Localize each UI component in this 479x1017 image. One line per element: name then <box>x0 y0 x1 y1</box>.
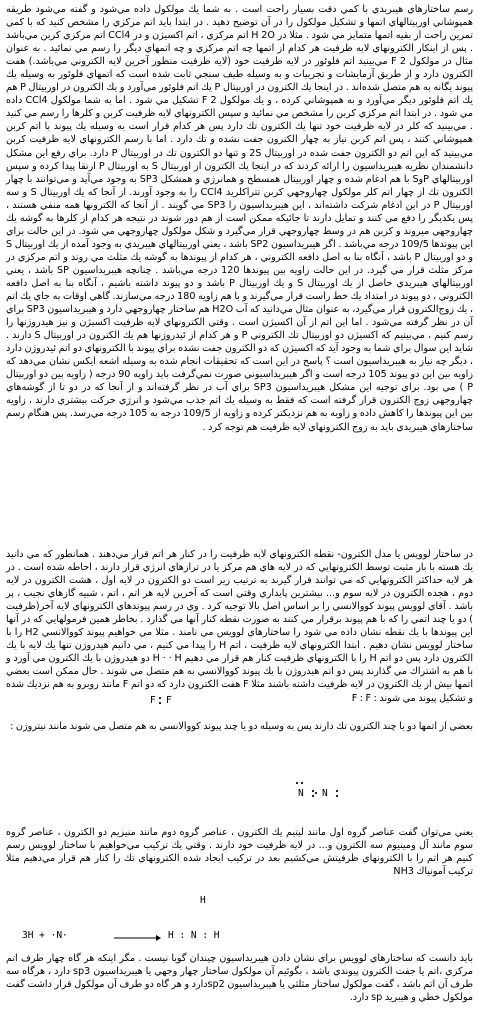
f-atom-right: F <box>166 695 172 706</box>
nh3-top-h: H <box>200 895 206 906</box>
electron-dot <box>336 795 338 797</box>
electron-dot <box>336 790 338 792</box>
paragraph-lewis-structure: در ساختار لوويس يا مدل الكترون- نقطه الكترونهاي لايه ظرفيت را در كنار هر اتم قرار مي‌دهند . همانطور كه مي دانيد يك هسته با بار مثبت توسط الكترونهايي كه در لايه هاي هم مركز يا در ترازهاي انرژي قرار دارند ، احاطه شده است . در هر لايه حداكثر الكترونهايي كه مي توانند قرار گيرند به ترتيب زير است دو الكترون در لايه اول ، هشت الكترون در لايه دوم ، هجده الكترون در لايه سوم و... بيشترين پايداري وقتي است كه آخرين لايه هر اتم ، اتم ، شبيه گازهاي نجيب ، پر باشد . آقاي لوويس پيوند كووالانسي را بر اساس اصل بالا توجيه كرد . وي در رسم پيوندهاي الكترونهاي لايه آخر(ظرفيت ) دو يا چند اتمي را كه با هم پيوند برقرار مي كنند به صورت نقطه كنار آنها مي گذارد . بخاطر همين فرمولهايي كه در آنها اين پيوندها با يك نقطه نشان داده مي شود را ساختارهاي لوويس مي نامند . مثلا مي خواهيم پيوند كووالانسي H2 را با ساختار لوويس نشان دهيم . ابتدا الكترونهاي لايه ظرفيت ، اتم H را پيدا مي كنيم ، مي دانيم هيدروژن تنها يك لايه با يك الكترون دارد پس دو اتم H را با الكترونهاي ظرفيت كنار هم قرار مي دهيم H · · H دو هيدروژن با يك الكترون مي آورد و با هم به اشتراك مي گذارند پس دو اتم هيدروژن با يك پيوند كووالانسي به هم متصل مي شوند . حال ممكن است بعضي اتمها بيش از يك الكترون در لايه ظرفيت داشته باشند مثلا F هفت الكترون دارد كه دو اتم F مانند روبرو به هم نزديك شده و تشكيل پيوند مي شوند : F : F <box>6 549 473 704</box>
paragraph-summary: بايد دانست كه ساختارهاي لوويس براي نشان دادن هيبريداسيون چيندان گويا نيست . مگر اينكه هر گاه چهار طرف اتم مركزي ،اتم يا جفت الكترون پيوندي باشد ، بگوئيم آن مولكول ساختار چهار وجهي يا هيبريداسيون sp3 دارد ، هرگاه سه طرف آن اتم باشد ، گفت مولكول ساختار مثلثي يا هيبريداسيون sp2دارد و هر گاه دو طرف آن مولكول قرار داشت گفت مولكول خطي و هيبريد sp دارد. <box>6 953 474 1004</box>
nh3-product: H : N : H <box>168 930 220 941</box>
electron-dot <box>301 782 303 784</box>
paragraph-ammonia: يعني مي‌توان گفت عناصر گروه اول مانند ليتيم يك الكترون ، عناصر گروه دوم مانند منيزيم دو الكترون ، عناصر گروه سوم مانند آل ومينيوم سه الكترون و... در لايه ظرفيت خود دارند . وقتي يك تركيب مي‌خواهيم با ساختار لوويس رسم كنيم هر اتم را با الكترونهاي ظرفيتش مي‌كشيم بعد در تركيب ايجاد شده الكترونهاي تك را كنار هم قرار مي‌دهيم مثلا تركيب آمونياك NH3 <box>6 827 473 878</box>
electron-dot <box>159 697 161 699</box>
n-atom-right: N <box>322 788 328 799</box>
electron-dot <box>315 792 317 794</box>
electron-dot <box>312 795 314 797</box>
arrow-icon <box>112 933 162 943</box>
paragraph-nitrogen: بعضي از اتمها دو يا چند الكترون تك دارند پس به وسيله دو يا چند پيوند كووالانسي به هم متصل مي شوند مانند نيتروژن : <box>10 721 473 732</box>
nh3-reactants: 3H + ·N· <box>22 930 68 941</box>
n-atom-left: N <box>298 788 304 799</box>
paragraph-hybridization: رسم ساختارهاي هيبريدي با كمي دقت بسيار راحت است . به شما يك مولكول داده مي‌شود و گفته مي‌شود طريقه همپوشاني اوربيتالهاي اتمها و تشكيل مولكول را در آن توضيح دهيد . در ابتدا بايد اتم مركزي را مشخص كنيد كه با كمي تمرين راحت از بقيه اتمها متمايز مي شود . مثلا در H 2O اتم مركزي ، اتم اكسيژن و در CCl4 اتم مركزي كربن مي‌باشد . پس از اينكار الكترونهاي لايه ظرفيت هر كدام از اتمها چه اتم مركزي و چه اتمهاي ديگر را رسم مي نمائيد . به عنوان مثال در مولكول F 2 مي‌بينيد اتم فلوئور در لايه ظرفيت خود (لايه ظرفيت منظور آخرين لايه الكتروني مي‌باشد.) هفت الكترون دارد و از طريق آزمايشات و تجربيات و به وسيله طيف سنجي ثابت شده است كه اتمهاي فلوئور به وسيله يك پيوند يگانه به هم متصل شده‌اند . در اينجا يك الكترون در اوربيتال P يك اتم فلوئور مي‌آورد و يك الكترون در اوربيتال P هم يك اتم فلوئور ديگر مي‌آورد و به همپوشاني كرده ، و يك مولكول F 2 تشكيل مي شود . اما به شما مولكول CCl4 داده مي شود . در ابتدا اتم مركزي كربن را مشخص مي نمائيد و سپس الكترونهاي لايه ظرفيت كربن و كلرها را رسم مي كنيد . مي‌بينيد كه كلر در لايه ظرفيت خود تنها يك الكترون تك دارد پس هر كدام قرار است به وسيله يك پيوند با اتم كربن همپوشاني كنند ، پس اتم كربن نياز به چهار الكترون جفت نشده و تك دارد . اما با رسم الكترونهاي لايه ظرفيت كربن مي‌بينيد كه اين اتم دو الكترون جفت شده در اوربيتال 2S و تنها دو الكترون تك در اوربيتال P دارد. براي رفع اين مشكل دانشمندان نظريه هيبريداسيون را ارائه كردند كه در اينجا يك الكترون از اوربيتال S به اوربيتال P ارتقا پيدا كرده و سپس اوربيتالهاي PوS با هم ادغام شده و چهار اوربيتال همسطح و همانرژي و همشكل SP3 به وجود مي‌آيد و مي‌توانند با چهار الكترون تك از چهار اتم كلر مولكول چهاروجهي كربن تتراكلريد CCl4 را به وجود آورند. از آنجا كه يك اوربيتال S و سه اوربيتال P در اين ادغام شركت داشته‌اند ، اين هيبريداسيون را SP3 مي گويند . از آنجا كه الكترونها همه منفي هستند ، پس يكديگر را دفع مي كنند و تمايل دارند تا جائيكه ممكن است از هم دور شوند در نتيجه هر كدام از كلرها به گوشه يك چهاروجهي ميروند و كربن هم در وسط چهاروجهي قرار مي‌گيرد و شكل مولكول چهاروجهي مي شود. در اين حالت براي اين پيوندها 109/5 درجه مي‌باشد . اگر هيبريداسيون SP2 باشد ، يعني اوربيتالهاي هيبريدي به وجود آمده از يك اوربيتال S و دو اوربيتال P باشد ، آنگاه بنا به اصل دافعه الكتروني ، هر كدام از پيوندها به گوشه يك مثلث مي روند و اتم مركزي در مركز مثلث قرار مي گيرد. در اين حالت زاويه بين پيوندها 120 درجه مي‌باشد . چنانچه هيبريداسيون SP باشد ، يعني اوربيتالهاي هيبريدي حاصل از يك اوربيتال S و يك اوربيتال P باشد و دو پيوند داشته باشيم ، آنگاه بنا به اصل دافعه الكتروني ، دو پيوند در امتداد يك خط راست قرار مي‌گيرند و با هم زاويه 180 درجه مي‌سازند. گاهي اوقات به جاي يك اتم ، يك زوج‌الكترون قرار مي‌گيرد، به عنوان مثال مي‌دانيد كه آب H2O هم ساختار چهاروجهي دارد و هيبريداسيون SP3 براي آن در نظر گرفته مي‌شود . اما اين اتم از آن اكسيژن است . وقتي الكترونهاي لايه ظرفيت اكسيژن و نيز هيدروژنها را رسم كنيم ، مي‌بينيم كه اكسيژن دو اوربيتال تك الكتروني P و هر كدام از ئيدروژنها هم يك الكترون در اوربيتال S دارند . شايد اين سوال براي شما به وجود آيد كه اكسيژن كه دو الكترون جفت نشده براي پيوند با الكترونهاي دو اتم ئيدروژن دارد ، ديگر چه نياز به هيبريداسيون است ؟ پاسخ در اين است كه تحقيقات انجام شده به وسيله اشعه ايكس نشان مي‌دهد كه زاويه بين اين دو پيوند 105 درجه است و اگر هيبريداسيوني صورت نمي‌گرفت بايد زاويه 90 درجه ( زاويه بين دو اوربيتال P ) مي بود. براي توجيه اين مشكل هيبريداسيون SP3 براي آب در نظر گرفته‌اند و از آنجا كه در دو تا از گوشه‌هاي چهاروجهي زوج الكترون قرار گرفته است كه فقط به وسيله يك اتم جذب مي‌شود و انرژي حركت بيشتري دارند ، زاويه بين اين پيوندها را كاهش داده و زاويه به هم نزديكتر كرده و زاويه از 109/5 درجه به 105 درجه مي‌رسد. پس هنگام رسم ساختارهاي هيبريدي بايد به زوج الكترونهاي لايه ظرفيت هم توجه كرد . <box>6 4 474 433</box>
electron-dot <box>312 790 314 792</box>
f-atom-left: F <box>150 695 156 706</box>
n2-lewis-figure <box>296 782 356 812</box>
electron-dot <box>296 782 298 784</box>
electron-dot <box>159 702 161 704</box>
nh3-reaction-figure <box>20 895 260 950</box>
